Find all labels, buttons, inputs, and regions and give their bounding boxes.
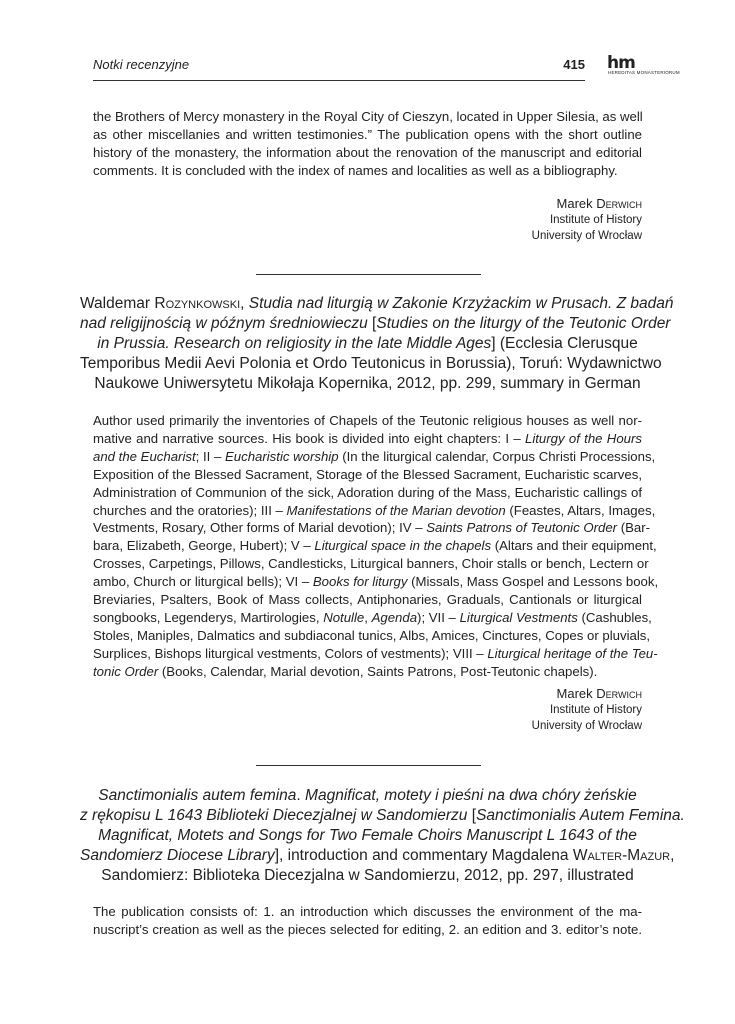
chapter-title: Eucharistic worship <box>224 448 339 464</box>
text-line: Author used primarily the inventories of Chapels of the Teutonic religious houses as well nor- <box>93 413 642 428</box>
text-run: Surplices, Bishops liturgical vestments, Colors of vestments); VIII – <box>93 645 488 661</box>
chapter-title: Manifestations of the Marian devotion <box>286 502 506 518</box>
book-title-cont: nad religijnością w późnym średniowieczu <box>80 315 368 332</box>
book-title-cont: z rękopisu L 1643 Biblioteki Diecezjalnej w Sandomierzu <box>80 807 468 824</box>
chapter-title: and the Eucharist <box>93 448 196 464</box>
text-line <box>93 537 657 555</box>
section-divider <box>256 274 481 275</box>
reviewer-name <box>532 685 642 702</box>
text-run: , <box>364 609 372 625</box>
text-run: . <box>296 787 306 804</box>
text-run: Vestments, Rosary, Other forms of Marial devotion); IV – <box>93 520 427 536</box>
chapter-title: Liturgical heritage of the Teu- <box>487 645 658 661</box>
chapter-title: tonic Order <box>93 663 159 679</box>
title-line <box>80 806 685 826</box>
review1-paragraph <box>93 108 642 180</box>
chapter-title: Books for liturgy <box>312 574 408 590</box>
series: ] (Ecclesia Clerusque <box>491 335 638 352</box>
text-line <box>93 448 656 466</box>
text-run: ; II – <box>195 448 225 464</box>
author-surname: Rozynkowski <box>154 295 241 312</box>
text-run: (In the liturgical calendar, Corpus Christi Processions, <box>338 448 656 464</box>
book-title-cont: Magnificat, motety i pieśni na dwa chóry żeńskie <box>305 787 637 804</box>
reviewer-name <box>532 195 642 212</box>
text-run: churches and the oratories); III – <box>93 502 287 518</box>
title-line <box>80 846 675 866</box>
review2-paragraph <box>93 412 659 681</box>
logo-mark: hm <box>607 53 635 73</box>
author-first-name: Waldemar <box>80 295 151 312</box>
editor-surname: Walter-Mazur <box>572 847 671 864</box>
text-run: (Missals, Mass Gospel and Lessons book, <box>407 574 659 590</box>
italic-term: Notulle <box>323 609 365 625</box>
text-run: (Books, Calendar, Marial devotion, Saints Patrons, Post-Teutonic chapels). <box>158 663 598 679</box>
text-line: Crosses, Carpetings, Pillows, Candlesticks, Liturgical banners, Choir stalls or bench, Lectern or <box>93 556 649 572</box>
reviewer-institute: Institute of History <box>549 704 642 716</box>
title-line <box>80 786 655 806</box>
translated-title-cont: Sandomierz Diocese Library <box>80 847 275 864</box>
text-run: songbooks, Legenderys, Martirologies, <box>93 609 324 625</box>
text-run: bara, Elizabeth, George, Hubert); V – <box>93 538 315 554</box>
review3-title <box>80 786 685 886</box>
header-rule <box>93 80 585 81</box>
text-line <box>93 430 642 448</box>
title-line: Temporibus Medii Aevi Polonia et Ordo Teutonicus in Borussia), Toruń: Wydawnictwo <box>80 355 662 372</box>
title-line: Waldemar Rozynkowski, Studia nad liturgią w Zakonie Krzyżackim w Prusach. Z badań <box>80 295 674 312</box>
text-run: (Feastes, Altars, Images, <box>505 502 656 518</box>
text-line: nuscript’s creation as well as the pieces selected for editing, 2. an edition and 3. editor’s note. <box>93 921 642 937</box>
text-line: Exposition of the Blessed Sacrament, Storage of the Blessed Sacrament, Eucharistic scarves, <box>93 466 642 482</box>
text-line: history of the monastery, the information about the renovation of the manuscript and editorial <box>93 144 642 160</box>
text-run: ); VII – <box>417 609 460 625</box>
chapter-title: Liturgy of the Hours <box>524 430 642 446</box>
text-line: comments. It is concluded with the index of names and localities as well as a bibliography. <box>93 162 618 178</box>
title-line: Sandomierz: Biblioteka Diecezjalna w Sandomierzu, 2012, pp. 297, illustrated <box>101 867 634 884</box>
chapter-title: Liturgical Vestments <box>459 609 578 625</box>
text-run: (Bar- <box>617 520 651 536</box>
text-line <box>93 519 651 537</box>
running-title: Notki recenzyjne <box>93 57 190 72</box>
title-line <box>80 314 671 334</box>
text-line: Administration of Communion of the sick, Adoration during of the Mass, Eucharistic callings of <box>93 484 642 500</box>
text-line <box>93 645 658 663</box>
reviewer-institute: Institute of History <box>549 214 642 226</box>
section-divider <box>256 765 481 766</box>
journal-logo <box>607 53 680 78</box>
chapter-title: Liturgical space in the chapels <box>314 538 492 554</box>
text-run: , <box>670 847 675 864</box>
text-line: Stoles, Maniples, Dalmatics and subdiaconal tunics, Albs, Amices, Cinctures, Copes or pluvials, <box>93 627 651 643</box>
reviewer-university: University of Wrocław <box>531 230 642 242</box>
book-title: Sanctimonialis autem femina <box>98 787 297 804</box>
text-line: The publication consists of: 1. an introduction which discusses the environment of the ma- <box>93 904 642 919</box>
text-line <box>93 502 656 520</box>
review1-signature <box>532 195 642 244</box>
reviewer-first-name: Marek <box>556 196 593 211</box>
italic-term: Agenda <box>371 609 418 625</box>
text-run: ambo, Church or liturgical bells); VI – <box>93 574 313 590</box>
text-run: (Altars and their equipment, <box>491 538 657 554</box>
page-header <box>93 55 585 81</box>
bracket: [ <box>367 315 377 332</box>
text-run: mative and narrative sources. His book is divided into eight chapters: I – <box>93 430 525 446</box>
text-run: . <box>680 807 685 824</box>
reviewer-first-name: Marek <box>556 686 593 701</box>
logo-subtext: HEREDITAS MONASTERIORUM <box>608 70 680 75</box>
review2-title <box>80 294 674 394</box>
review3-paragraph <box>93 903 642 939</box>
reviewer-surname: Derwich <box>596 196 642 211</box>
review2-signature <box>532 685 642 734</box>
reviewer-surname: Derwich <box>596 686 642 701</box>
text-line: as other miscellanies and written testimonies.” The publication opens with the short outline <box>93 126 642 142</box>
translated-title: Studies on the liturgy of the Teutonic Order <box>376 315 671 332</box>
title-line: Magnificat, Motets and Songs for Two Female Choirs Manuscript L 1643 of the <box>98 827 637 844</box>
translated-title: Sanctimonialis Autem Femina <box>476 807 681 824</box>
book-title: Studia nad liturgią w Zakonie Krzyżackim w Prusach. Z badań <box>248 295 674 312</box>
text-line <box>93 609 652 627</box>
text-line <box>93 663 642 681</box>
page-number: 415 <box>563 57 585 72</box>
title-line <box>80 334 655 354</box>
translated-title-cont: in Prussia. Research on religiosity in the late Middle Ages <box>97 335 492 352</box>
text-line <box>93 573 659 591</box>
title-line: Naukowe Uniwersytetu Mikołaja Kopernika, 2012, pp. 299, summary in German <box>94 375 641 392</box>
text-line: the Brothers of Mercy monastery in the Royal City of Cieszyn, located in Upper Silesia, as well <box>93 109 643 124</box>
reviewer-university: University of Wrocław <box>531 720 642 732</box>
text-run: ], introduction and commentary Magdalena <box>274 847 573 864</box>
chapter-title: Saints Patrons of Teutonic Order <box>426 520 618 536</box>
bracket: [ <box>467 807 477 824</box>
text-run: (Cashubles, <box>577 609 652 625</box>
text-line: Breviaries, Psalters, Book of Mass collects, Antiphonaries, Graduals, Cantionals or liturgical <box>93 592 642 608</box>
